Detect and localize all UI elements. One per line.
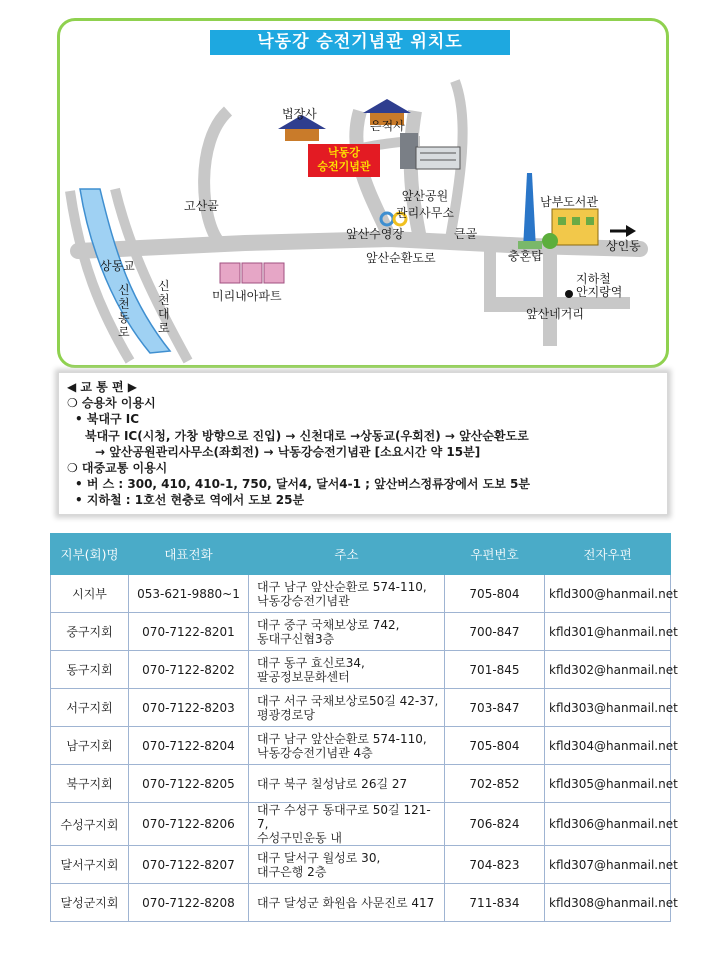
phone-cell: 070-7122-8203 xyxy=(129,689,249,727)
label-apsan-office-line1: 앞산공원 xyxy=(401,189,449,203)
branch-name-cell: 남구지회 xyxy=(51,727,129,765)
address-line-1: 대구 남구 앞산순환로 574-110, xyxy=(257,579,427,594)
table-row xyxy=(51,846,671,884)
header-address: 주소 xyxy=(249,534,445,575)
phone-cell: 053-621-9880~1 xyxy=(129,575,249,613)
address-line-1: 대구 북구 칠성남로 26길 27 xyxy=(257,776,408,791)
library-building-icon xyxy=(542,209,598,249)
car-heading: ❍ 승용차 이용시 xyxy=(67,396,156,411)
zip-cell: 705-804 xyxy=(445,727,545,765)
label-eunjeoksa: 은적사 xyxy=(370,119,405,133)
address-cell xyxy=(249,884,445,922)
address-line-2: 팔공정보문화센터 xyxy=(257,669,350,684)
branch-name-cell: 중구지회 xyxy=(51,613,129,651)
branch-name-cell: 동구지회 xyxy=(51,651,129,689)
label-sincheon-dongro: 신천동로 xyxy=(118,283,130,339)
zip-cell: 711-834 xyxy=(445,884,545,922)
car-route-1: 북대구 IC(시청, 가창 방향으로 진입) → 신천대로 →상동교(우회전) → 앞산순환도로 xyxy=(85,428,529,443)
address-cell xyxy=(249,727,445,765)
header-branch: 지부(회)명 xyxy=(51,534,129,575)
address-line-1: 대구 수성구 동대구로 50길 121-7, xyxy=(257,803,431,831)
phone-cell: 070-7122-8202 xyxy=(129,651,249,689)
label-library: 남부도서관 xyxy=(540,195,598,209)
label-sangdonggyo: 상동교 xyxy=(100,259,135,273)
address-cell xyxy=(249,846,445,884)
museum-label-line1: 낙동강 xyxy=(328,146,360,159)
address-cell xyxy=(249,765,445,803)
header-zip: 우편번호 xyxy=(445,534,545,575)
museum-building-icon xyxy=(400,133,460,169)
subway-station-icon xyxy=(565,290,573,298)
phone-cell: 070-7122-8206 xyxy=(129,803,249,846)
header-email: 전자우편 xyxy=(545,534,671,575)
label-subway-line2: 안지랑역 xyxy=(576,285,623,299)
branch-name-cell: 북구지회 xyxy=(51,765,129,803)
table-row xyxy=(51,727,671,765)
phone-cell: 070-7122-8201 xyxy=(129,613,249,651)
apartment-icon xyxy=(220,263,284,283)
phone-cell: 070-7122-8204 xyxy=(129,727,249,765)
phone-cell: 070-7122-8208 xyxy=(129,884,249,922)
address-line-2: 동대구신협3층 xyxy=(257,631,335,646)
email-cell: kfld303@hanmail.net xyxy=(545,689,671,727)
address-line-2: 대구은행 2층 xyxy=(257,864,327,879)
address-cell xyxy=(249,803,445,846)
address-line-2: 낙동강승전기념관 xyxy=(257,593,350,608)
zip-cell: 704-823 xyxy=(445,846,545,884)
email-cell: kfld304@hanmail.net xyxy=(545,727,671,765)
direction-arrow-icon xyxy=(610,225,636,237)
address-line-2: 낙동강승전기념관 4층 xyxy=(257,745,373,760)
email-cell: kfld302@hanmail.net xyxy=(545,651,671,689)
transport-info-box xyxy=(58,372,668,515)
phone-cell: 070-7122-8207 xyxy=(129,846,249,884)
zip-cell: 702-852 xyxy=(445,765,545,803)
label-apsan-office-line2: 관리사무소 xyxy=(396,206,454,220)
label-sangindong: 상인동 xyxy=(606,239,641,253)
location-map xyxy=(57,18,669,368)
zip-cell: 700-847 xyxy=(445,613,545,651)
branch-name-cell: 달성군지회 xyxy=(51,884,129,922)
email-cell: kfld305@hanmail.net xyxy=(545,765,671,803)
table-header-row xyxy=(51,534,671,575)
branch-name-cell: 서구지회 xyxy=(51,689,129,727)
label-apsan-ring-road: 앞산순환도로 xyxy=(366,251,436,265)
address-line-2: 평광경로당 xyxy=(257,707,315,722)
address-line-1: 대구 달성군 화원읍 사문진로 417 xyxy=(257,895,435,910)
table-row xyxy=(51,651,671,689)
email-cell: kfld306@hanmail.net xyxy=(545,803,671,846)
label-subway-line1: 지하철 xyxy=(576,272,611,286)
car-ic: • 북대구 IC xyxy=(75,412,140,427)
label-apsan-pool: 앞산수영장 xyxy=(346,227,404,241)
address-line-1: 대구 동구 효신로34, xyxy=(257,655,365,670)
label-chunghontap: 충혼탑 xyxy=(508,249,543,263)
branch-contact-table xyxy=(50,533,678,922)
public-heading: ❍ 대중교통 이용시 xyxy=(67,461,168,476)
branch-name-cell: 달서구지회 xyxy=(51,846,129,884)
label-sincheon-daero: 신천대로 xyxy=(158,279,170,335)
email-cell: kfld308@hanmail.net xyxy=(545,884,671,922)
header-phone: 대표전화 xyxy=(129,534,249,575)
table-row xyxy=(51,803,671,846)
label-beopjangsa: 법장사 xyxy=(282,107,317,121)
label-gosangol: 고산골 xyxy=(184,199,219,213)
phone-cell: 070-7122-8205 xyxy=(129,765,249,803)
label-apsan-intersection: 앞산네거리 xyxy=(526,307,584,321)
branch-name-cell: 시지부 xyxy=(51,575,129,613)
table-row xyxy=(51,689,671,727)
zip-cell: 706-824 xyxy=(445,803,545,846)
zip-cell: 703-847 xyxy=(445,689,545,727)
zip-cell: 701-845 xyxy=(445,651,545,689)
museum-label xyxy=(308,144,380,177)
address-line-2: 수성구민운동 내 xyxy=(257,831,342,845)
email-cell: kfld307@hanmail.net xyxy=(545,846,671,884)
bus-info: • 버 스 : 300, 410, 410-1, 750, 달서4, 달서4-1 ; 앞산버스정류장에서 도보 5분 xyxy=(75,477,530,492)
address-line-1: 대구 서구 국채보상로50길 42-37, xyxy=(257,693,439,708)
label-keungol: 큰골 xyxy=(454,227,478,241)
museum-label-line2: 승전기념관 xyxy=(317,160,371,173)
address-cell xyxy=(249,689,445,727)
email-cell: kfld301@hanmail.net xyxy=(545,613,671,651)
address-line-1: 대구 달서구 월성로 30, xyxy=(257,850,381,865)
car-route-2: → 앞산공원관리사무소(좌회전) → 낙동강승전기념관 [소요시간 약 15분] xyxy=(95,444,481,459)
subway-info: • 지하철 : 1호선 현충로 역에서 도보 25분 xyxy=(75,493,305,508)
label-mirinae-apt: 미리내아파트 xyxy=(212,289,282,303)
transport-heading: ◀ 교 통 편 ▶ xyxy=(67,380,137,394)
address-cell xyxy=(249,613,445,651)
map-title: 낙동강 승전기념관 위치도 xyxy=(210,30,510,55)
email-cell: kfld300@hanmail.net xyxy=(545,575,671,613)
table-row xyxy=(51,575,671,613)
address-line-1: 대구 중구 국채보상로 742, xyxy=(257,617,400,632)
address-cell xyxy=(249,575,445,613)
table-row xyxy=(51,613,671,651)
zip-cell: 705-804 xyxy=(445,575,545,613)
address-cell xyxy=(249,651,445,689)
label-subway-station xyxy=(576,273,622,299)
table-row xyxy=(51,884,671,922)
label-apsan-office xyxy=(396,187,454,221)
table-row xyxy=(51,765,671,803)
address-line-1: 대구 남구 앞산순환로 574-110, xyxy=(257,731,427,746)
branch-name-cell: 수성구지회 xyxy=(51,803,129,846)
